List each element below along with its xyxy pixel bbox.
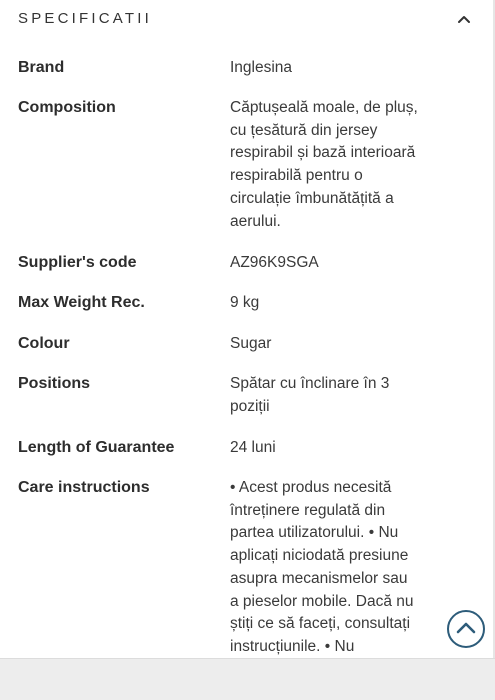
bottom-bar (0, 658, 495, 700)
spec-label: Length of Guarantee (18, 439, 175, 456)
spec-value: Căptușeală moale, de pluș, cu țesătură din jersey respirabil și bază interioară respirabilă pentru o circulație îmbunătățită a aerului. (230, 99, 418, 230)
spec-label: Colour (18, 335, 70, 352)
section-title: SPECIFICATII (18, 10, 152, 27)
spec-label: Composition (18, 99, 116, 116)
spec-value: • Acest produs necesită întreținere regulată din partea utilizatorului. • Nu aplicați niciodată presiune asupra mecanismelor sau a pieselor mobile. Dacă nu știți ce să faceți, consultați instrucțiunile. • Nu (230, 479, 414, 655)
spec-value: Inglesina (230, 59, 293, 76)
spec-value: 24 luni (230, 439, 276, 456)
chevron-up-icon[interactable] (456, 12, 472, 26)
scroll-to-top-button[interactable] (447, 610, 485, 648)
spec-label: Positions (18, 375, 91, 392)
spec-value: Spătar cu înclinare în 3 poziții (230, 375, 390, 415)
spec-label: Care instructions (18, 479, 150, 496)
spec-value: Sugar (230, 335, 272, 352)
spec-value: 9 kg (230, 294, 260, 311)
spec-label: Supplier's code (18, 254, 137, 271)
chevron-up-icon (456, 620, 476, 636)
specifications-section-header[interactable] (0, 0, 493, 40)
spec-label: Brand (18, 59, 65, 76)
spec-value: AZ96K9SGA (230, 254, 319, 271)
spec-label: Max Weight Rec. (18, 294, 145, 311)
